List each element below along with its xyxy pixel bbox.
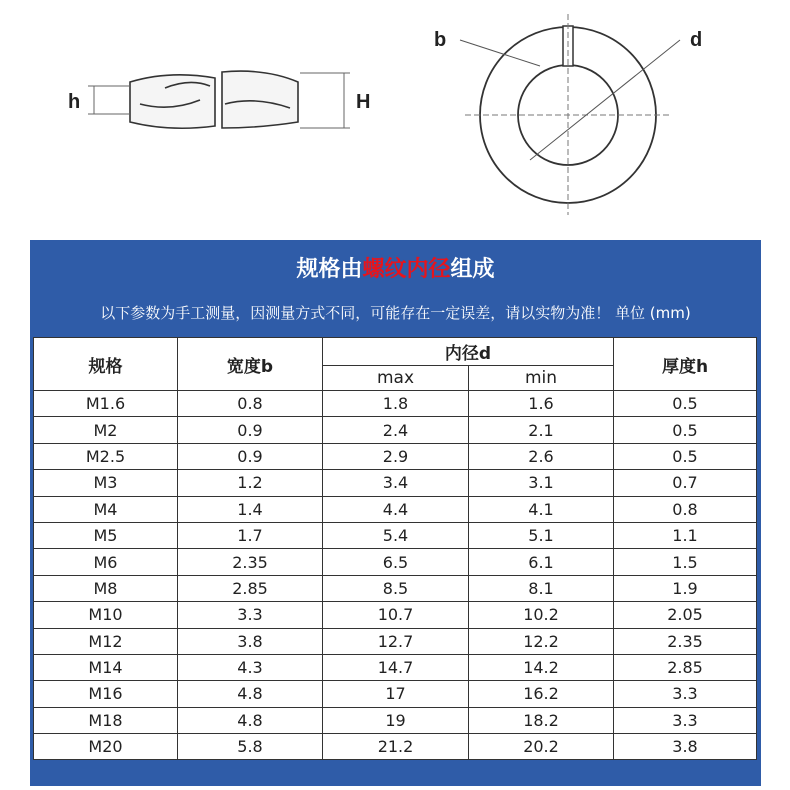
label-H: H <box>356 91 371 113</box>
cell-spec: M12 <box>34 628 178 654</box>
cell-thickness: 3.8 <box>614 734 757 760</box>
cell-min: 20.2 <box>469 734 614 760</box>
table-row <box>34 681 757 707</box>
cell-min: 10.2 <box>469 602 614 628</box>
label-h: h <box>68 91 81 113</box>
cell-thickness: 1.5 <box>614 549 757 575</box>
cell-spec: M3 <box>34 470 178 496</box>
cell-thickness: 2.05 <box>614 602 757 628</box>
cell-width: 4.8 <box>178 707 323 733</box>
cell-max: 3.4 <box>323 470 469 496</box>
title-highlight: 螺纹内径 <box>362 257 451 282</box>
cell-max: 12.7 <box>323 628 469 654</box>
cell-width: 4.8 <box>178 681 323 707</box>
cell-thickness: 0.5 <box>614 417 757 443</box>
cell-width: 1.7 <box>178 522 323 548</box>
cell-min: 2.6 <box>469 443 614 469</box>
cell-thickness: 1.1 <box>614 522 757 548</box>
table-row <box>34 443 757 469</box>
cell-spec: M18 <box>34 707 178 733</box>
spec-table-body <box>34 391 757 760</box>
cell-width: 3.8 <box>178 628 323 654</box>
panel-subtitle: 以下参数为手工测量，因测量方式不同，可能存在一定误差，请以实物为准！ 单位 (mm) <box>100 304 691 322</box>
cell-thickness: 3.3 <box>614 681 757 707</box>
table-row <box>34 496 757 522</box>
cell-spec: M1.6 <box>34 391 178 417</box>
label-d: d <box>690 29 703 51</box>
cell-min: 1.6 <box>469 391 614 417</box>
cell-spec: M5 <box>34 522 178 548</box>
cell-min: 14.2 <box>469 654 614 680</box>
cell-width: 2.35 <box>178 549 323 575</box>
cell-max: 17 <box>323 681 469 707</box>
table-row <box>34 602 757 628</box>
table-row <box>34 522 757 548</box>
cell-spec: M10 <box>34 602 178 628</box>
table-row <box>34 391 757 417</box>
table-row <box>34 734 757 760</box>
cell-spec: M2 <box>34 417 178 443</box>
panel-title <box>30 248 761 292</box>
header-inner: 内径d <box>323 338 614 366</box>
cell-width: 2.85 <box>178 575 323 601</box>
header-thickness: 厚度h <box>614 338 757 391</box>
cell-min: 12.2 <box>469 628 614 654</box>
cell-min: 4.1 <box>469 496 614 522</box>
cell-thickness: 3.3 <box>614 707 757 733</box>
cell-min: 5.1 <box>469 522 614 548</box>
cell-min: 3.1 <box>469 470 614 496</box>
cell-thickness: 2.85 <box>614 654 757 680</box>
table-row <box>34 575 757 601</box>
cell-spec: M20 <box>34 734 178 760</box>
cell-width: 1.2 <box>178 470 323 496</box>
cell-max: 4.4 <box>323 496 469 522</box>
table-row <box>34 470 757 496</box>
header-spec: 规格 <box>34 338 178 391</box>
cell-spec: M4 <box>34 496 178 522</box>
table-row <box>34 654 757 680</box>
cell-width: 5.8 <box>178 734 323 760</box>
cell-thickness: 2.35 <box>614 628 757 654</box>
cell-min: 8.1 <box>469 575 614 601</box>
spec-panel <box>30 240 761 786</box>
cell-thickness: 0.7 <box>614 470 757 496</box>
cell-max: 2.4 <box>323 417 469 443</box>
cell-max: 6.5 <box>323 549 469 575</box>
cell-width: 0.9 <box>178 443 323 469</box>
cell-max: 5.4 <box>323 522 469 548</box>
cell-max: 10.7 <box>323 602 469 628</box>
cell-min: 6.1 <box>469 549 614 575</box>
cell-spec: M16 <box>34 681 178 707</box>
cell-min: 18.2 <box>469 707 614 733</box>
cell-max: 8.5 <box>323 575 469 601</box>
cell-max: 14.7 <box>323 654 469 680</box>
cell-width: 4.3 <box>178 654 323 680</box>
header-max: max <box>323 366 469 391</box>
cell-width: 1.4 <box>178 496 323 522</box>
cell-thickness: 1.9 <box>614 575 757 601</box>
label-b: b <box>434 29 447 51</box>
spec-table <box>33 337 757 760</box>
cell-thickness: 0.5 <box>614 443 757 469</box>
cell-width: 0.8 <box>178 391 323 417</box>
table-row <box>34 707 757 733</box>
title-prefix: 规格由 <box>296 257 363 282</box>
cell-spec: M2.5 <box>34 443 178 469</box>
cell-min: 2.1 <box>469 417 614 443</box>
cell-max: 21.2 <box>323 734 469 760</box>
cell-max: 2.9 <box>323 443 469 469</box>
cell-thickness: 0.5 <box>614 391 757 417</box>
cell-max: 1.8 <box>323 391 469 417</box>
cell-max: 19 <box>323 707 469 733</box>
cell-width: 3.3 <box>178 602 323 628</box>
cell-spec: M14 <box>34 654 178 680</box>
header-min: min <box>469 366 614 391</box>
cell-thickness: 0.8 <box>614 496 757 522</box>
cell-min: 16.2 <box>469 681 614 707</box>
table-row <box>34 549 757 575</box>
washer-drawing <box>0 0 790 232</box>
table-row <box>34 417 757 443</box>
washer-diagram <box>0 0 790 232</box>
table-row <box>34 628 757 654</box>
cell-width: 0.9 <box>178 417 323 443</box>
cell-spec: M6 <box>34 549 178 575</box>
header-width: 宽度b <box>178 338 323 391</box>
title-suffix: 组成 <box>450 257 495 282</box>
cell-spec: M8 <box>34 575 178 601</box>
